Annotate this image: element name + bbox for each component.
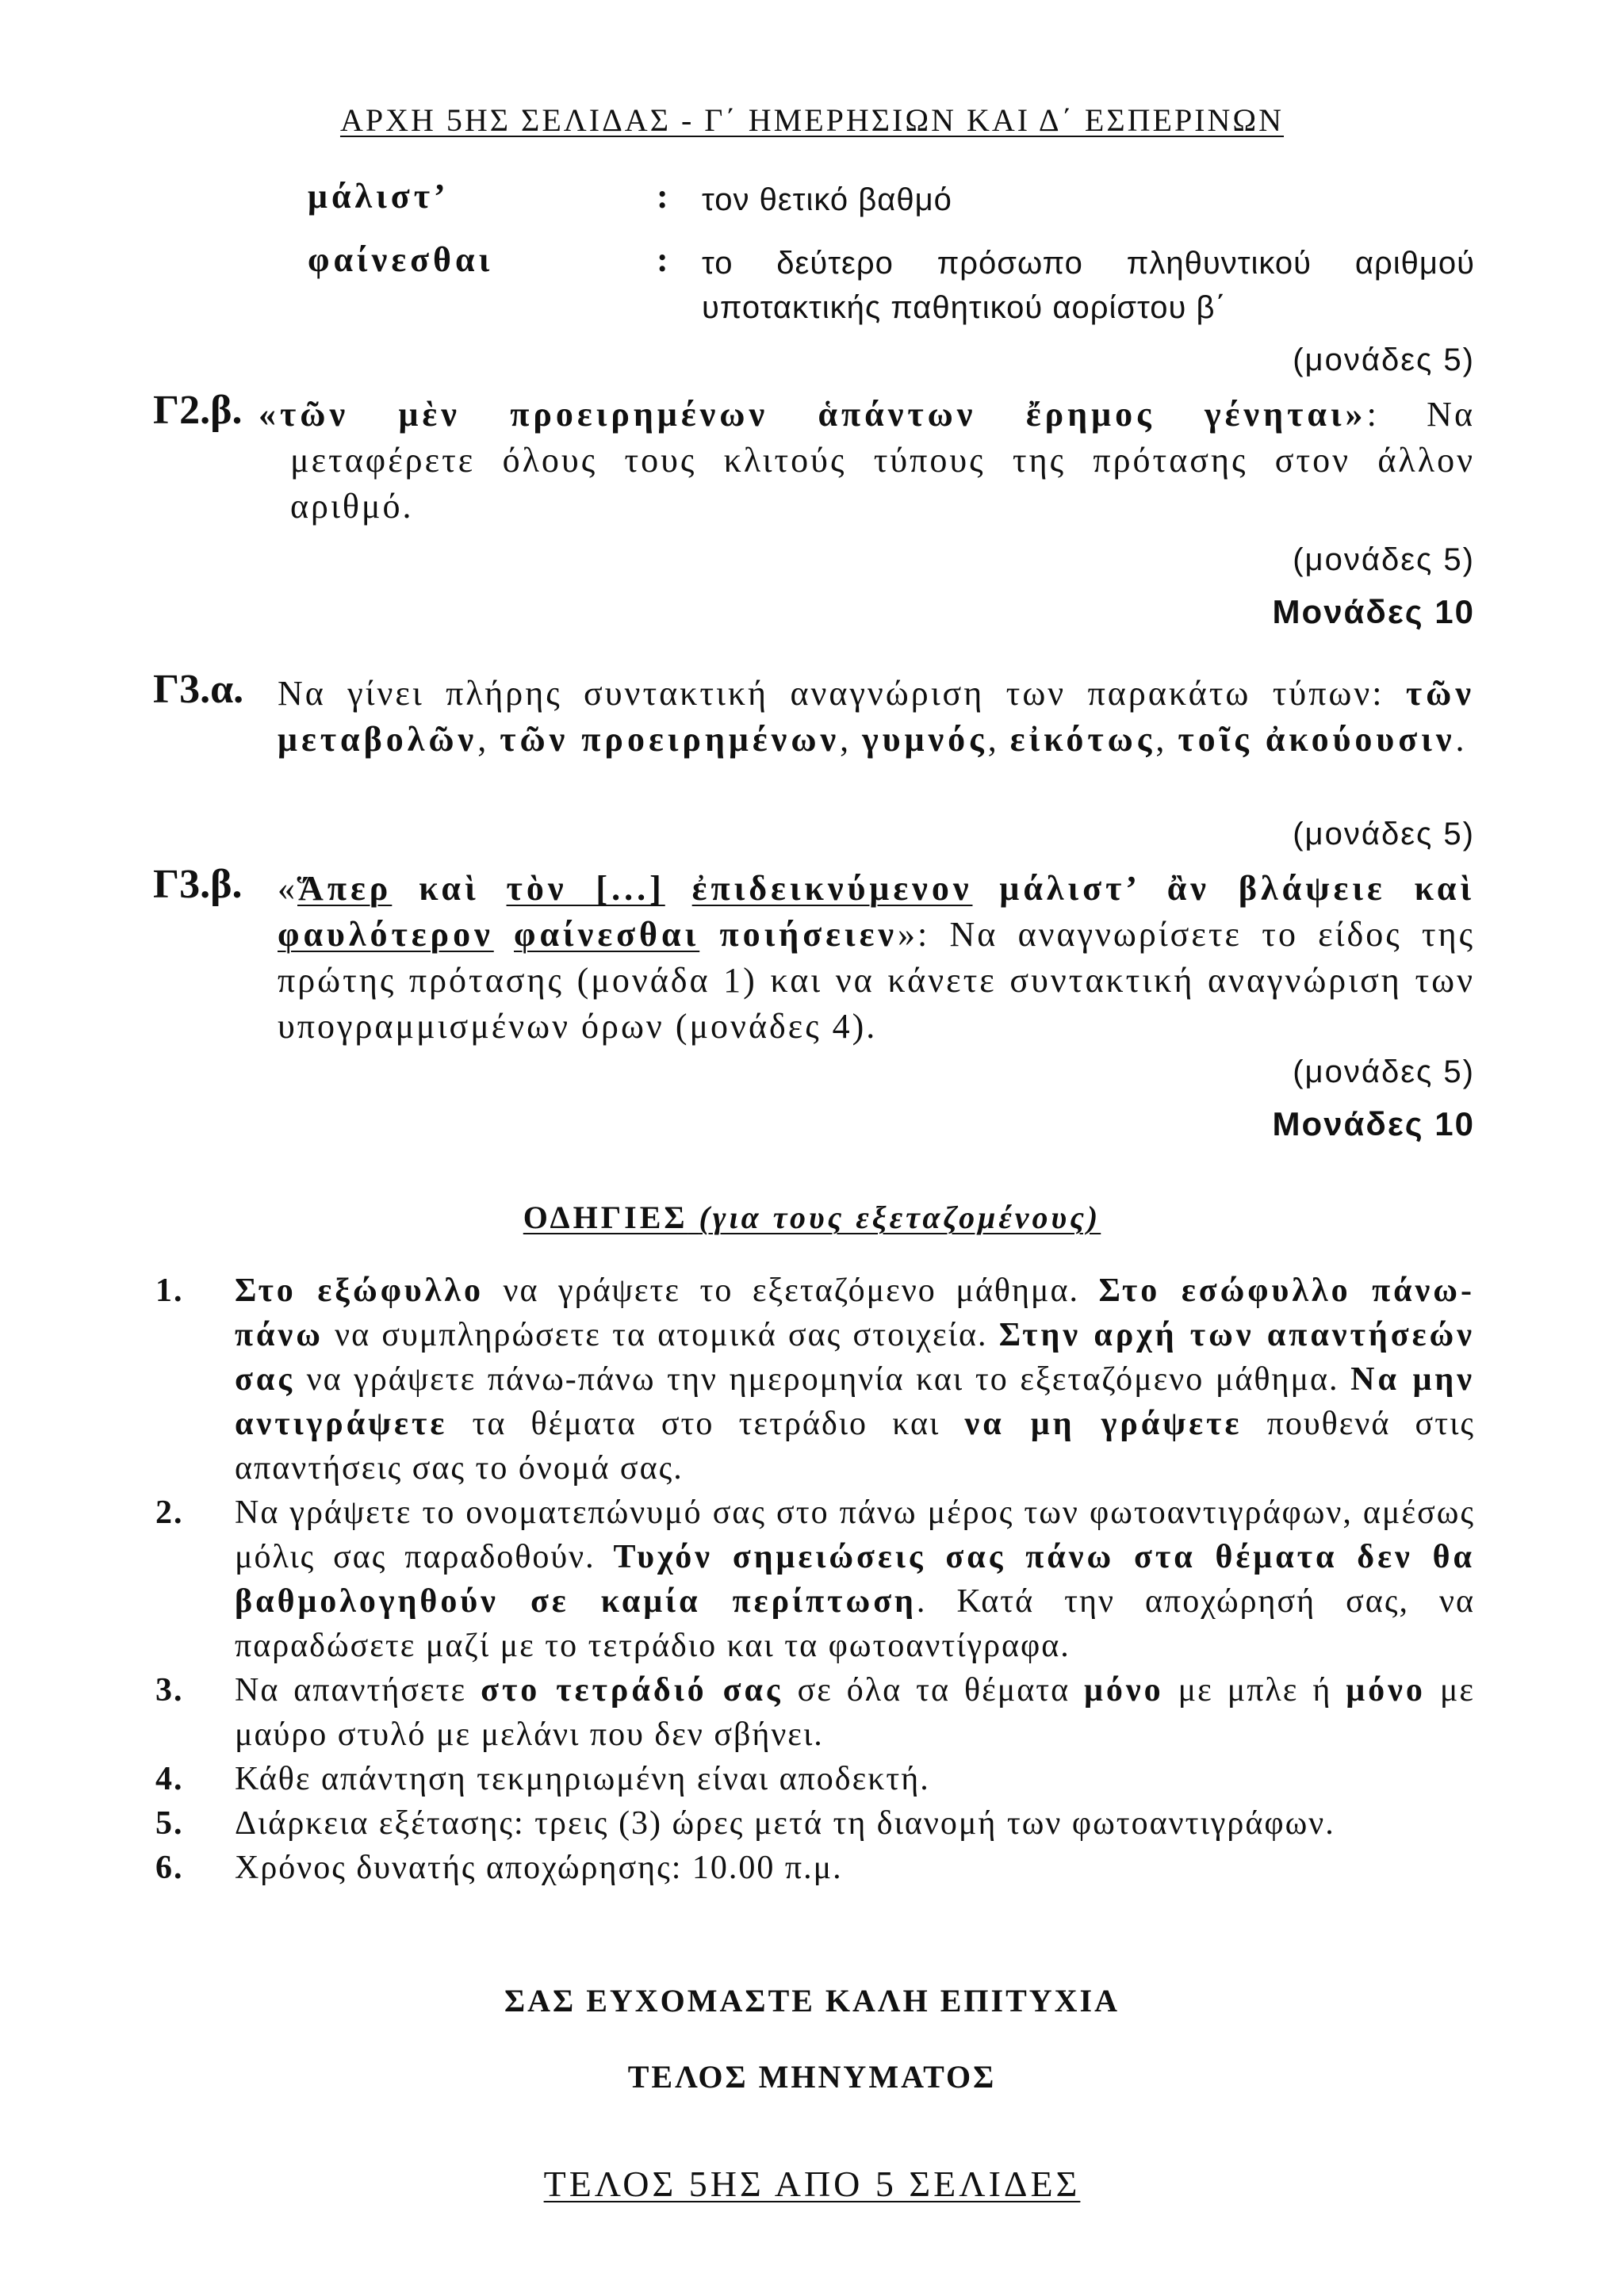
- instructions-heading: ΟΔΗΓΙΕΣ: [523, 1200, 688, 1235]
- instruction-number: 3.: [155, 1672, 184, 1709]
- question-g2b-text: [259, 392, 1475, 438]
- instruction-text: Να γράψετε το ονοματεπώνυμό σας στο πάνω μέρος των φωτοαντιγράφων, αμέσως μόλις σας παραδοθούν.: [235, 1494, 1475, 1575]
- page-footer: [0, 2163, 1624, 2205]
- instruction-number: 5.: [155, 1805, 184, 1842]
- marks-label: (μονάδες 5): [1293, 817, 1475, 851]
- instruction-number: 2.: [155, 1494, 184, 1531]
- instruction-text: μόνο: [1346, 1672, 1426, 1709]
- question-g3a-text: [278, 671, 1475, 763]
- instructions-list: [155, 1269, 1475, 1890]
- term-2-definition-line-1: το δεύτερο πρόσωπο πληθυντικού αριθμού: [702, 246, 1475, 281]
- question-g3a-form-1: τῶν μεταβολῶν: [278, 674, 1475, 759]
- instruction-text: Στην αρχή των απαντήσεών σας: [235, 1317, 1475, 1398]
- separator: ,: [1155, 720, 1178, 759]
- marks-total: Μονάδες 10: [1272, 1105, 1475, 1142]
- instruction-text: . Κατά την αποχώρησή σας, να παραδώσετε μαζί με το τετράδιο και τα φωτοαντίγραφα.: [235, 1583, 1475, 1664]
- instruction-text: πουθενά στις απαντήσεις σας το όνομά σας.: [235, 1406, 1476, 1487]
- closing-wishes: ΣΑΣ ΕΥΧΟΜΑΣΤΕ ΚΑΛΗ ΕΠΙΤΥΧΙΑ: [504, 1983, 1120, 2019]
- term-1-colon: :: [657, 177, 668, 216]
- g3b-word-ton: τὸν [...]: [506, 869, 665, 908]
- separator: ,: [477, 720, 500, 759]
- g3b-word-phainesthai: φαίνεσθαι: [514, 915, 700, 954]
- question-g2b-quote: «τῶν μὲν προειρημένων ἁπάντων ἔρημος γένηται»: [259, 395, 1367, 434]
- instruction-item-4: [155, 1757, 1475, 1801]
- page-footer-text: ΤΕΛΟΣ 5ΗΣ ΑΠΟ 5 ΣΕΛΙΔΕΣ: [543, 2164, 1081, 2204]
- term-1-definition: τον θετικό βαθμό: [702, 182, 952, 217]
- instruction-number: 6.: [155, 1850, 184, 1886]
- question-g3b-label: Γ3.β.: [153, 862, 243, 907]
- instruction-text: με μπλε ή: [1163, 1672, 1346, 1709]
- instruction-text: στο τετράδιό σας: [481, 1672, 783, 1709]
- quote-open: «: [278, 869, 297, 908]
- end-of-message: ΤΕΛΟΣ ΜΗΝΥΜΑΤΟΣ: [627, 2059, 997, 2095]
- page-header-text: ΑΡΧΗ 5ΗΣ ΣΕΛΙΔΑΣ - Γ΄ ΗΜΕΡΗΣΙΩΝ ΚΑΙ Δ΄ ΕΣΠΕΡΙΝΩΝ: [339, 102, 1285, 138]
- instruction-text: να μη γράψετε: [964, 1406, 1243, 1442]
- instruction-text: σε όλα τα θέματα: [783, 1672, 1085, 1709]
- quote-close: »: [898, 915, 918, 954]
- question-g2b-line-1-end: : Να: [1366, 395, 1475, 434]
- instruction-text: Στο εσώφυλλο πάνω-πάνω: [235, 1272, 1475, 1353]
- instructions-subheading: (για τους εξεταζομένους): [699, 1200, 1101, 1235]
- separator: ,: [840, 720, 863, 759]
- instruction-text: μόνο: [1084, 1672, 1164, 1709]
- marks-total: Μονάδες 10: [1272, 593, 1475, 630]
- instruction-text: Διάρκεια εξέτασης: τρεις (3) ώρες μετά τη διανομή των φωτοαντιγράφων.: [235, 1805, 1335, 1842]
- instruction-text: Να απαντήσετε: [235, 1672, 481, 1709]
- instruction-text: Να μην αντιγράψετε: [235, 1361, 1476, 1442]
- question-g2b-rest: μεταφέρετε όλους τους κλιτούς τύπους της πρότασης στον άλλον αριθμό.: [290, 441, 1475, 526]
- instruction-text: τα θέματα στο τετράδιο και: [447, 1406, 965, 1442]
- term-1: μάλιστ’: [308, 177, 450, 216]
- instruction-text: Τυχόν σημειώσεις σας πάνω στα θέματα δεν θα βαθμολογηθούν σε καμία περίπτωση: [235, 1539, 1475, 1620]
- instruction-item-3: [155, 1668, 1475, 1757]
- g3b-word-malist: μάλιστ’ ἂν βλάψειε καὶ: [999, 869, 1476, 908]
- question-g3a-form-4: εἰκότως: [1009, 720, 1156, 759]
- g3b-word-epideiknymenon: ἐπιδεικνύμενον: [691, 869, 973, 908]
- marks-label: (μονάδες 5): [1293, 542, 1475, 577]
- question-g3a-intro: Να γίνει πλήρης συντακτική αναγνώριση των παρακάτω τύπων:: [278, 674, 1385, 713]
- instruction-text: με μαύρο στυλό με μελάνι που δεν σβήνει.: [235, 1672, 1475, 1753]
- instruction-text: να γράψετε πάνω-πάνω την ημερομηνία και το εξεταζόμενο μάθημα.: [295, 1361, 1351, 1398]
- instruction-text: Στο εξώφυλλο: [235, 1272, 484, 1309]
- question-g2b-line-1: [259, 392, 1475, 438]
- g3b-word-poieseien: ποιήσειεν: [719, 915, 898, 954]
- term-2: φαίνεσθαι: [308, 240, 494, 279]
- separator: ,: [987, 720, 1010, 759]
- question-g3a-end: .: [1455, 720, 1467, 759]
- g3b-word-haper: Ἅπερ: [297, 869, 393, 908]
- instructions-title: [0, 1199, 1624, 1236]
- instruction-text: Χρόνος δυνατής αποχώρησης: 10.00 π.μ.: [235, 1850, 843, 1886]
- question-g2b-label: Γ2.β.: [153, 388, 243, 433]
- instruction-text: να συμπληρώσετε τα ατομικά σας στοιχεία.: [323, 1317, 999, 1353]
- question-g3a-label: Γ3.α.: [153, 667, 244, 712]
- term-2-definition-line-2: υποτακτικής παθητικού αορίστου β΄: [702, 290, 1227, 325]
- question-g3b-text: [278, 866, 1475, 1050]
- instruction-text: Κάθε απάντηση τεκμηριωμένη είναι αποδεκτή.: [235, 1761, 930, 1797]
- term-2-colon: :: [657, 240, 668, 279]
- term-2-definition: [702, 241, 1475, 330]
- instruction-item-5: [155, 1801, 1475, 1846]
- instruction-item-6: [155, 1846, 1475, 1890]
- instruction-item-1: [155, 1269, 1475, 1490]
- instruction-item-2: [155, 1490, 1475, 1668]
- question-g2b-body: [290, 438, 1475, 530]
- page-header: [0, 101, 1624, 139]
- instructions-title-underline: [523, 1200, 1101, 1235]
- question-g3a-form-2: τῶν προειρημένων: [500, 720, 841, 759]
- instruction-text: να γράψετε το εξεταζόμενο μάθημα.: [483, 1272, 1099, 1309]
- question-g3b-instruction: : Να αναγνωρίσετε το είδος της πρώτης πρότασης (μονάδα 1) και να κάνετε συντακτική αναγνώριση των υπογραμμισμένων όρων (μονάδες 4).: [278, 915, 1476, 1046]
- question-g3a-form-5: τοῖς ἀκούουσιν: [1178, 720, 1456, 759]
- question-g3a-form-3: γυμνός: [862, 720, 988, 759]
- g3b-word-phaulot: φαυλότερον: [278, 915, 494, 954]
- marks-label: (μονάδες 5): [1293, 1054, 1475, 1089]
- marks-label: (μονάδες 5): [1293, 342, 1475, 377]
- instruction-number: 4.: [155, 1761, 184, 1797]
- instruction-number: 1.: [155, 1272, 184, 1309]
- g3b-word-kai: καὶ: [419, 869, 480, 908]
